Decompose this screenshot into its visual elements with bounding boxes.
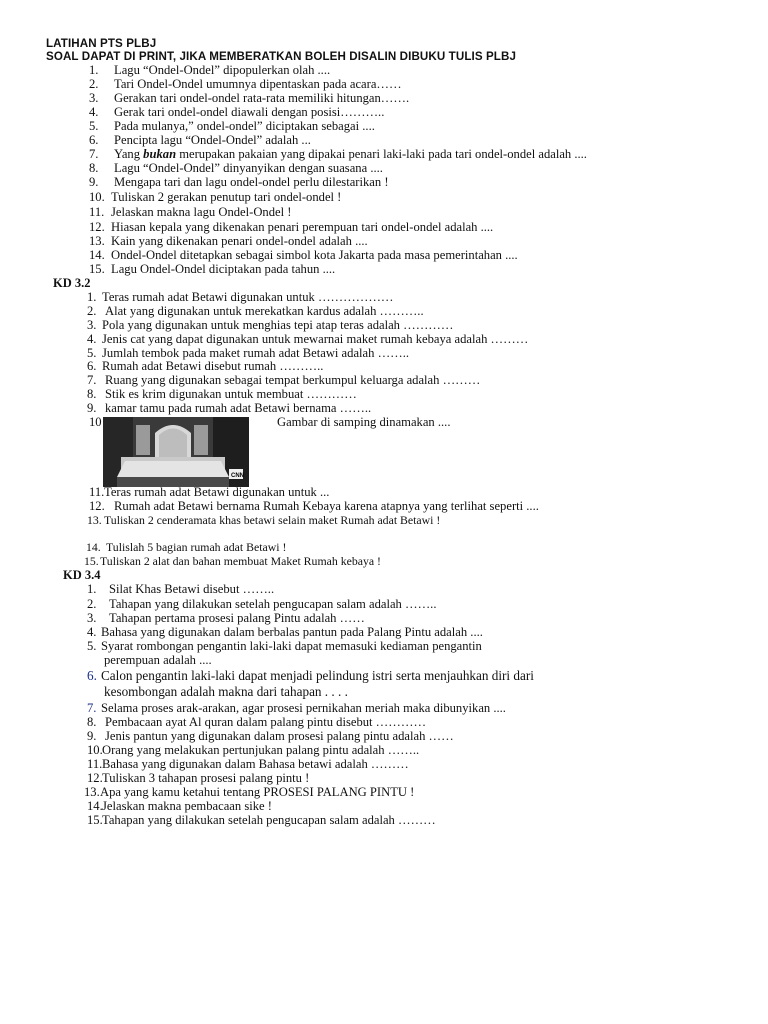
question-item: 7. Selama proses arak-arakan, agar prosesi pernikahan meriah maka dibunyikan .... xyxy=(87,701,506,715)
question-item: 2. Tahapan yang dilakukan setelah pengucapan salam adalah …….. xyxy=(87,597,437,611)
question-item-continuation: kesombongan adalah makna dari tahapan . . . . xyxy=(104,684,348,699)
question-item: 4. Jenis cat yang dapat digunakan untuk mewarnai maket rumah kebaya adalah ……… xyxy=(87,332,529,346)
question-item: 10.Orang yang melakukan pertunjukan palang pintu adalah …….. xyxy=(87,743,420,757)
question-item: 8. Pembacaan ayat Al quran dalam palang pintu disebut ………… xyxy=(87,715,427,729)
question-item: 2. Tari Ondel-Ondel umumnya dipentaskan pada acara…… xyxy=(89,77,402,91)
question-item: 7. Ruang yang digunakan sebagai tempat berkumpul keluarga adalah ……… xyxy=(87,373,481,387)
question-item-continuation: perempuan adalah .... xyxy=(104,653,212,667)
question-item: 15. Lagu Ondel-Ondel diciptakan pada tahun .... xyxy=(89,262,336,276)
question-item: 12.Tuliskan 3 tahapan prosesi palang pintu ! xyxy=(87,771,310,785)
question-item: 10. Tuliskan 2 gerakan penutup tari ondel-ondel ! xyxy=(89,190,342,204)
question-item: 14. Ondel-Ondel ditetapkan sebagai simbol kota Jakarta pada masa pemerintahan .... xyxy=(89,248,518,262)
question-item: 3. Tahapan pertama prosesi palang Pintu adalah …… xyxy=(87,611,365,625)
question-item: 5. Syarat rombongan pengantin laki-laki dapat memasuki kediaman pengantin xyxy=(87,639,482,653)
question-item: 14. Tulislah 5 bagian rumah adat Betawi ! xyxy=(86,540,287,554)
document-title: LATIHAN PTS PLBJ xyxy=(46,37,157,50)
question-item: 1. Silat Khas Betawi disebut …….. xyxy=(87,582,275,596)
emphasis-word: bukan xyxy=(143,147,177,161)
question-item: 6. Rumah adat Betawi disebut rumah ……….. xyxy=(87,359,324,373)
question-item: 7. Yang bukan merupakan pakaian yang dipakai penari laki-laki pada tari ondel-ondel adalah .... xyxy=(89,147,587,161)
question-item: 15.Tahapan yang dilakukan setelah pengucapan salam adalah ……… xyxy=(87,813,436,827)
question-item: 4. Gerak tari ondel-ondel diawali dengan posisi……….. xyxy=(89,105,385,119)
question-item: 11. Jelaskan makna lagu Ondel-Ondel ! xyxy=(89,205,292,219)
question-item: 15.Tuliskan 2 alat dan bahan membuat Maket Rumah kebaya ! xyxy=(84,554,381,568)
question-item: 9. Jenis pantun yang digunakan dalam prosesi palang pintu adalah …… xyxy=(87,729,454,743)
betawi-house-photo xyxy=(103,417,249,487)
question-item: 9. Mengapa tari dan lagu ondel-ondel perlu dilestarikan ! xyxy=(89,175,389,189)
question-item: 8. Lagu “Ondel-Ondel” dinyanyikan dengan suasana .... xyxy=(89,161,383,175)
question-item: 5. Jumlah tembok pada maket rumah adat Betawi adalah …….. xyxy=(87,346,410,360)
document-subtitle: SOAL DAPAT DI PRINT, JIKA MEMBERATKAN BOLEH DISALIN DIBUKU TULIS PLBJ xyxy=(46,50,517,63)
question-item: 3. Pola yang digunakan untuk menghias tepi atap teras adalah ………… xyxy=(87,318,454,332)
question-item: 13. Kain yang dikenakan penari ondel-ondel adalah .... xyxy=(89,234,368,248)
question-item: 1. Teras rumah adat Betawi digunakan untuk ……………… xyxy=(87,290,394,304)
question-item: 8. Stik es krim digunakan untuk membuat ………… xyxy=(87,387,357,401)
question-item: 2. Alat yang digunakan untuk merekatkan kardus adalah ……….. xyxy=(87,304,424,318)
question-item: 10 Gambar di samping dinamakan .... xyxy=(89,415,451,429)
question-item: 13.Apa yang kamu ketahui tentang PROSESI PALANG PINTU ! xyxy=(84,785,415,799)
question-item: 12. Rumah adat Betawi bernama Rumah Kebaya karena atapnya yang terlihat seperti .... xyxy=(89,499,539,513)
section-heading-kd-3-4: KD 3.4 xyxy=(63,568,101,582)
question-item: 3. Gerakan tari ondel-ondel rata-rata memiliki hitungan……. xyxy=(89,91,410,105)
question-item: 4. Bahasa yang digunakan dalam berbalas pantun pada Palang Pintu adalah .... xyxy=(87,625,483,639)
question-item: 13. Tuliskan 2 cenderamata khas betawi selain maket Rumah adat Betawi ! xyxy=(87,513,441,527)
question-item: 5. Pada mulanya,” ondel-ondel” diciptakan sebagai .... xyxy=(89,119,375,133)
question-item: 1. Lagu “Ondel-Ondel” dipopulerkan olah .... xyxy=(89,63,331,77)
question-item: 9. kamar tamu pada rumah adat Betawi bernama …….. xyxy=(87,401,372,415)
svg-text:CNN: CNN xyxy=(231,473,244,479)
question-item: 11.Teras rumah adat Betawi digunakan untuk ... xyxy=(89,485,330,499)
question-item: 6. Pencipta lagu “Ondel-Ondel” adalah ... xyxy=(89,133,311,147)
question-item: 6. Calon pengantin laki-laki dapat menjadi pelindung istri serta menjauhkan diri dari xyxy=(87,668,534,683)
question-item: 14.Jelaskan makna pembacaan sike ! xyxy=(87,799,272,813)
question-item: 11.Bahasa yang digunakan dalam Bahasa betawi adalah ……… xyxy=(87,757,409,771)
question-item: 12. Hiasan kepala yang dikenakan penari perempuan tari ondel-ondel adalah .... xyxy=(89,220,494,234)
section-heading-kd-3-2: KD 3.2 xyxy=(53,276,91,290)
